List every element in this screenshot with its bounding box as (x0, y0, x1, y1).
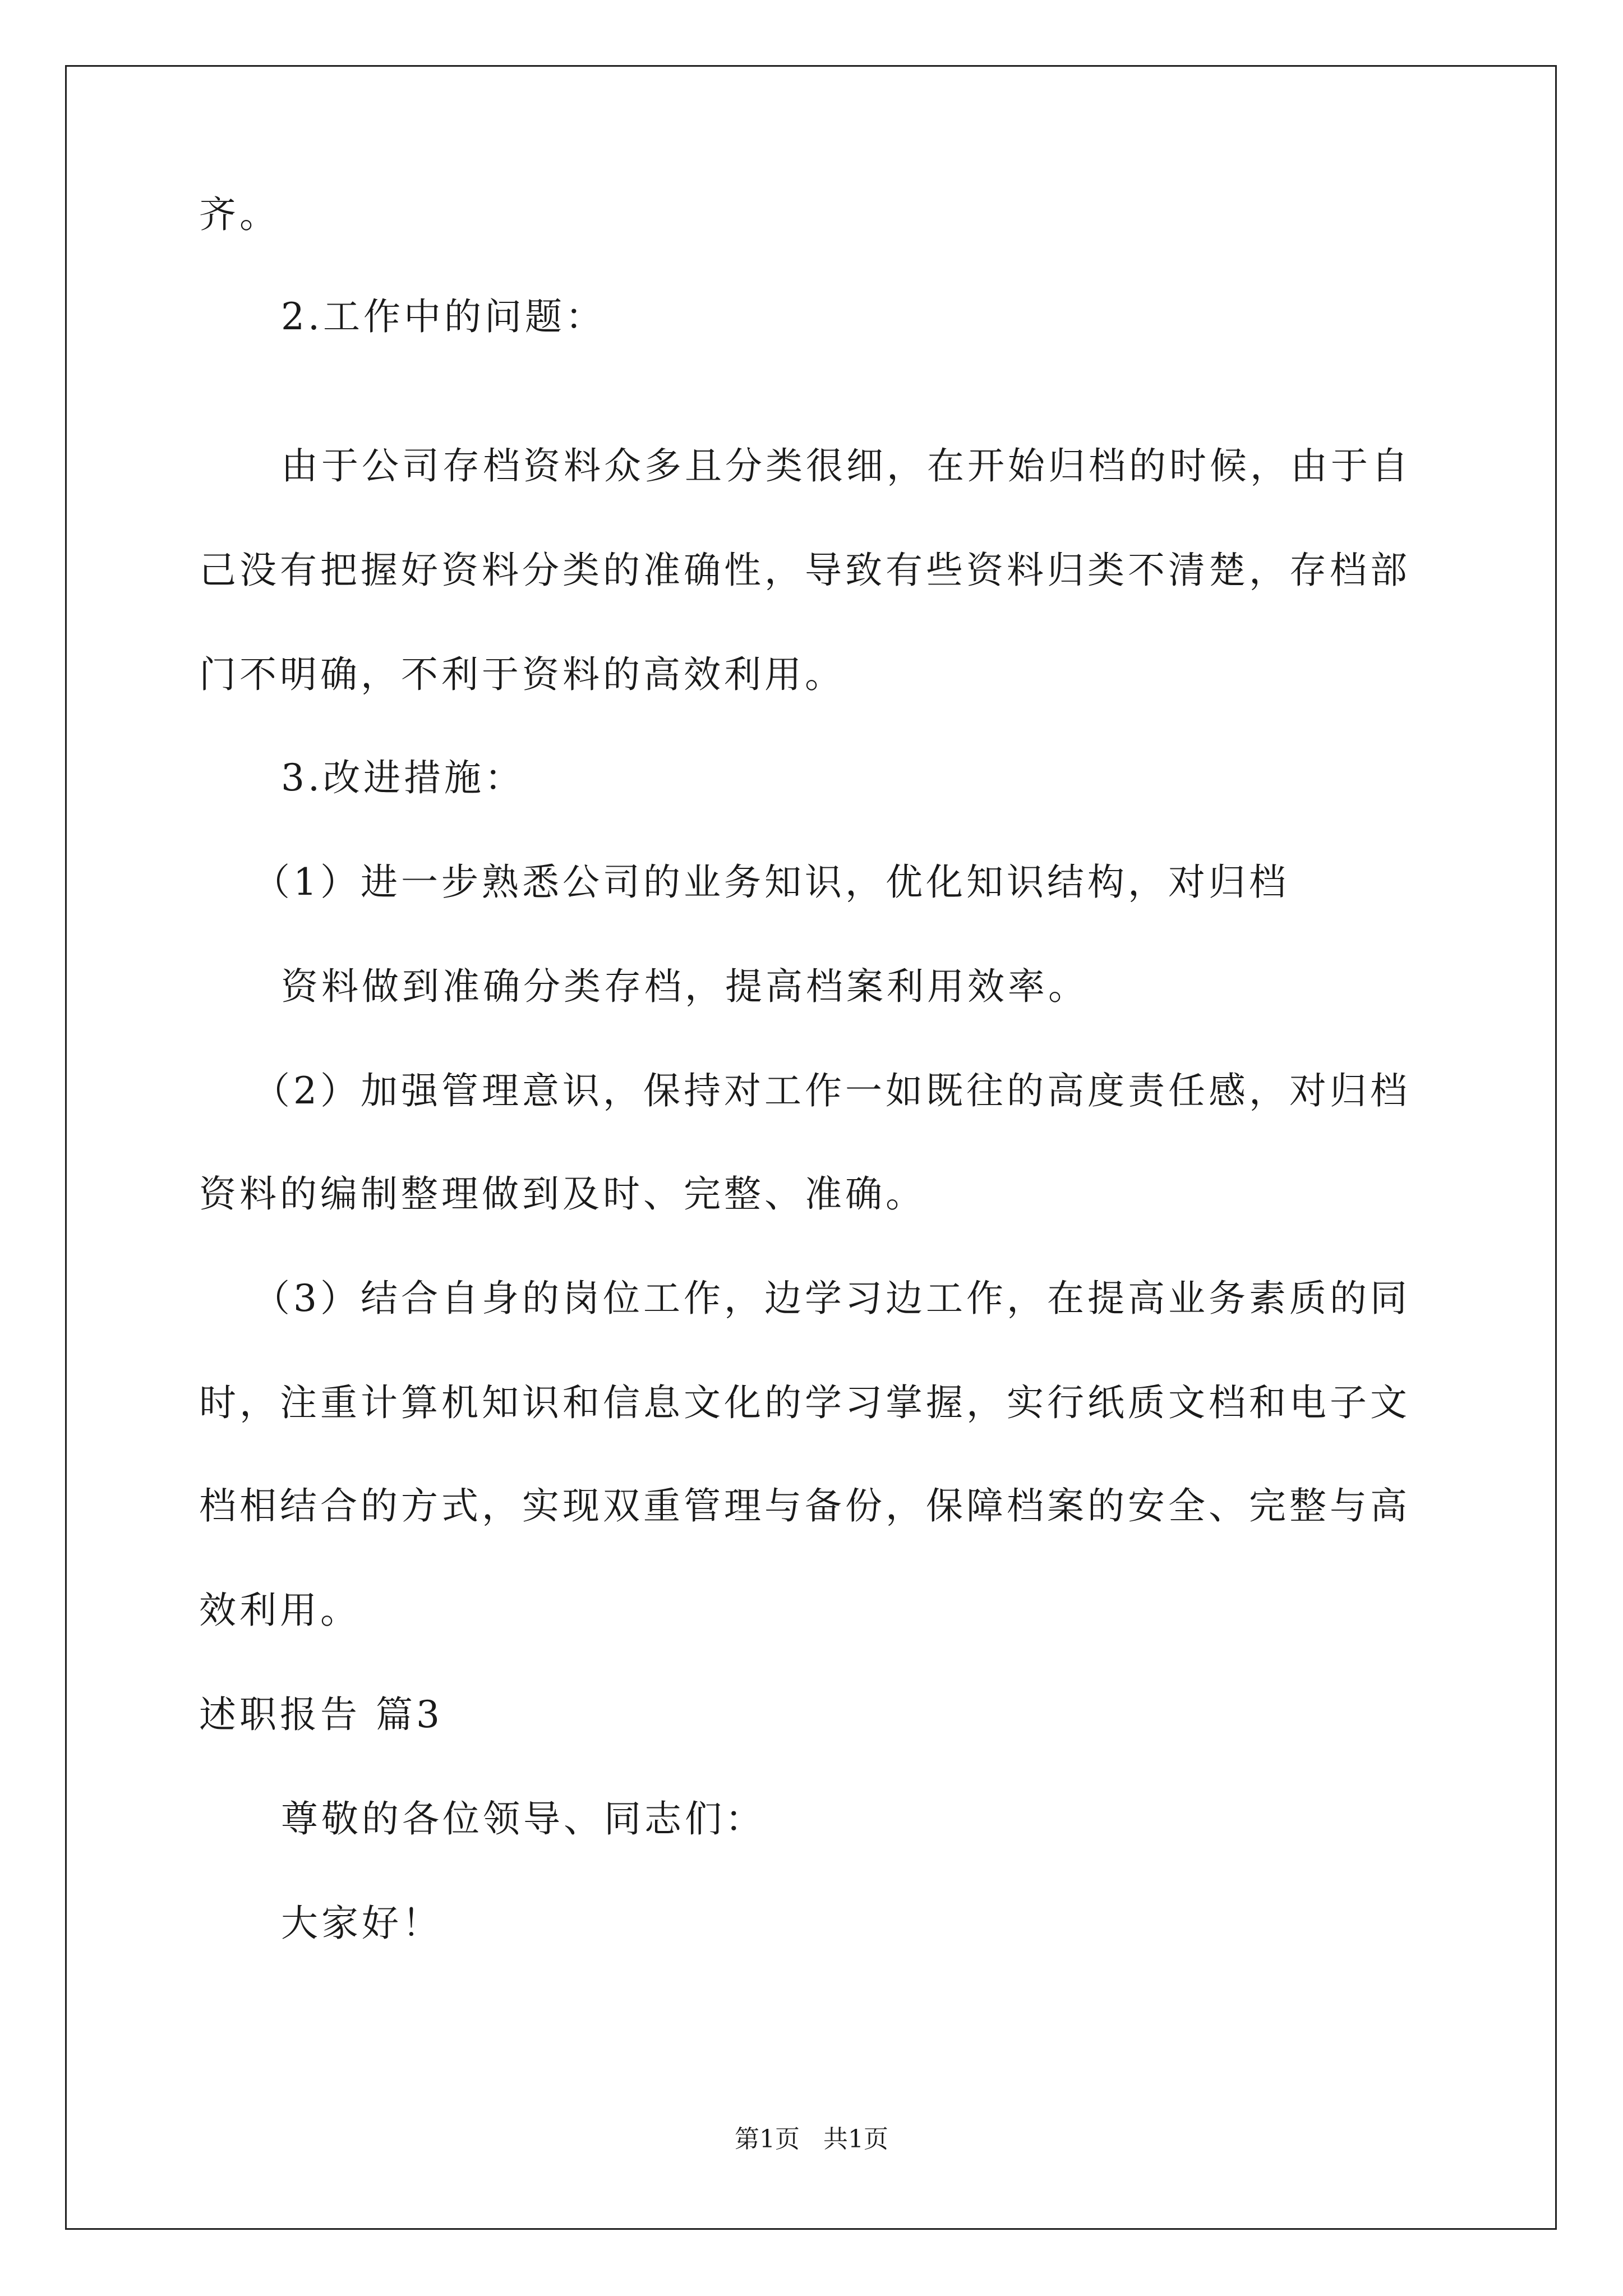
text-line: （1）进一步熟悉公司的业务知识，优化知识结构，对归档 (253, 861, 1289, 904)
text-line: 门不明确，不利于资料的高效利用。 (199, 653, 845, 696)
text-line: （2）加强管理意识，保持对工作一如既往的高度责任感，对归档 (253, 1069, 1410, 1112)
text-line: （3）结合自身的岗位工作，边学习边工作，在提高业务素质的同 (253, 1277, 1410, 1320)
text-line: 时，注重计算机知识和信息文化的学习掌握，实行纸质文档和电子文 (199, 1381, 1410, 1424)
section-heading: 2.工作中的问题： (281, 295, 606, 338)
text-line: 资料的编制整理做到及时、完整、准确。 (199, 1172, 926, 1216)
page-footer: 第1页 共1页 (735, 2125, 888, 2154)
text-line: 资料做到准确分类存档，提高档案利用效率。 (281, 965, 1089, 1008)
text-line: 齐。 (199, 193, 280, 236)
text-line: 效利用。 (199, 1589, 361, 1632)
section-title: 述职报告 篇3 (199, 1693, 443, 1736)
text-line: 由于公司存档资料众多且分类很细，在开始归档的时候，由于自 (281, 444, 1412, 487)
greeting: 大家好！ (281, 1902, 442, 1945)
text-line: 己没有把握好资料分类的准确性，导致有些资料归类不清楚，存档部 (199, 549, 1410, 592)
text-line: 档相结合的方式，实现双重管理与备份，保障档案的安全、完整与高 (199, 1484, 1410, 1527)
section-heading: 3.改进措施： (281, 756, 525, 799)
salutation: 尊敬的各位领导、同志们： (281, 1797, 766, 1841)
